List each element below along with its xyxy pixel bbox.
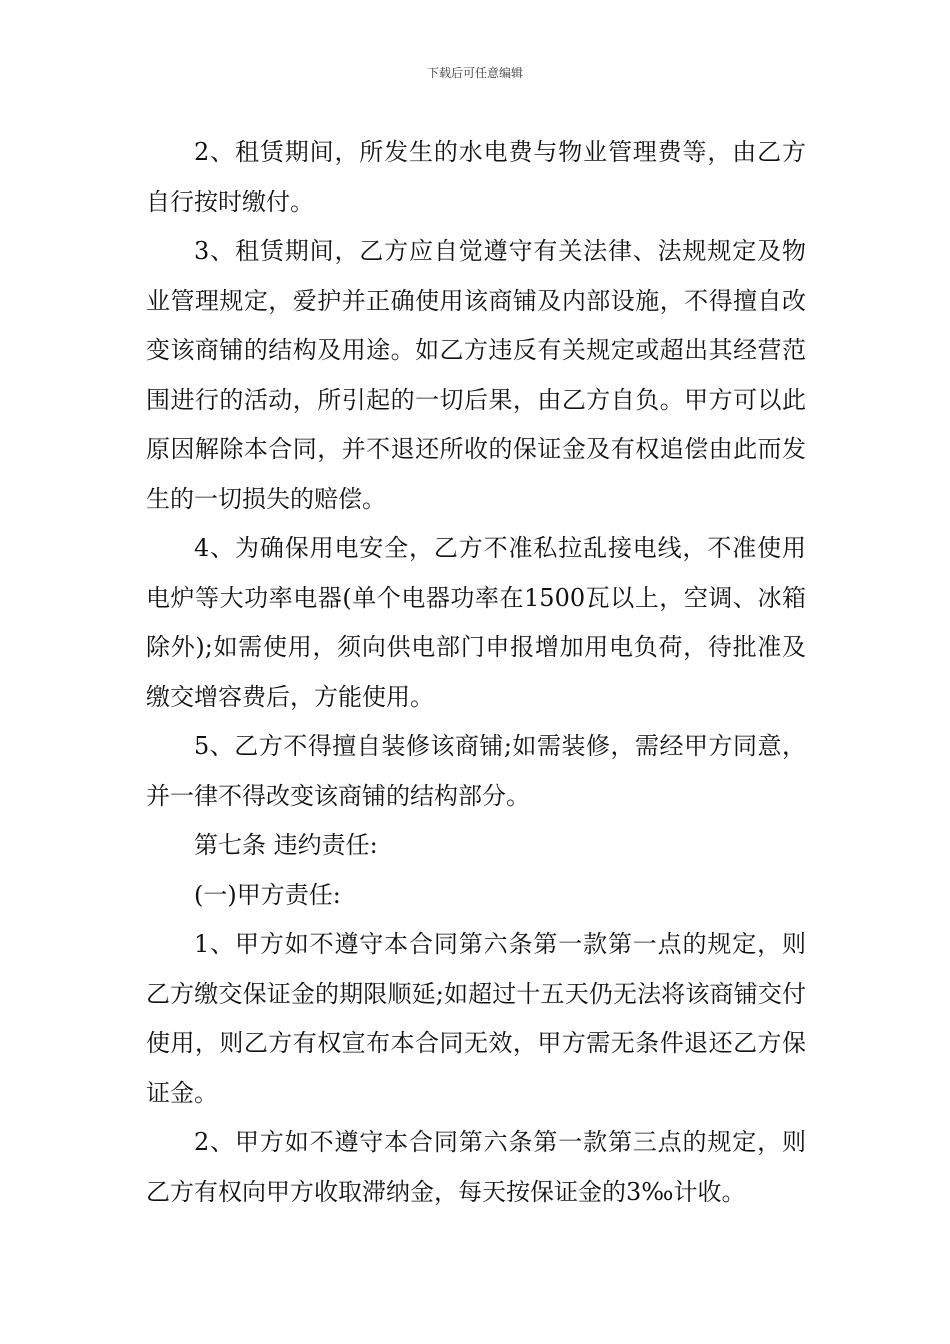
- paragraph-clause-3: 3、租赁期间，乙方应自觉遵守有关法律、法规规定及物业管理规定，爱护并正确使用该商铺及内部设施，不得擅自改变该商铺的结构及用途。如乙方违反有关规定或超出其经营范围进行的活动，所引起的一切后果，由乙方自负。甲方可以此原因解除本合同，并不退还所收的保证金及有权追偿由此而发生的一切损失的赔偿。: [146, 237, 806, 513]
- subsection-heading-party-a: (一)甲方责任:: [194, 880, 341, 909]
- document-body: [146, 128, 806, 1217]
- paragraph-clause-4: 4、为确保用电安全，乙方不准私拉乱接电线，不准使用电炉等大功率电器(单个电器功率在1500瓦以上，空调、冰箱除外);如需使用，须向供电部门申报增加用电负荷，待批准及缴交增容费后，方能使用。: [146, 534, 806, 711]
- paragraph-liability-1: 1、甲方如不遵守本合同第六条第一款第一点的规定，则乙方缴交保证金的期限顺延;如超过十五天仍无法将该商铺交付使用，则乙方有权宣布本合同无效，甲方需无条件退还乙方保证金。: [146, 930, 806, 1107]
- paragraph-clause-2: 2、租赁期间，所发生的水电费与物业管理费等，由乙方自行按时缴付。: [146, 138, 806, 216]
- paragraph-clause-5: 5、乙方不得擅自装修该商铺;如需装修，需经甲方同意，并一律不得改变该商铺的结构部分。: [146, 732, 806, 810]
- paragraph-liability-2: 2、甲方如不遵守本合同第六条第一款第三点的规定，则乙方有权向甲方收取滞纳金，每天按保证金的3‰计收。: [146, 1128, 806, 1206]
- page-header: 下载后可任意编辑: [426, 66, 523, 80]
- section-heading-article-7: 第七条 违约责任:: [194, 831, 378, 859]
